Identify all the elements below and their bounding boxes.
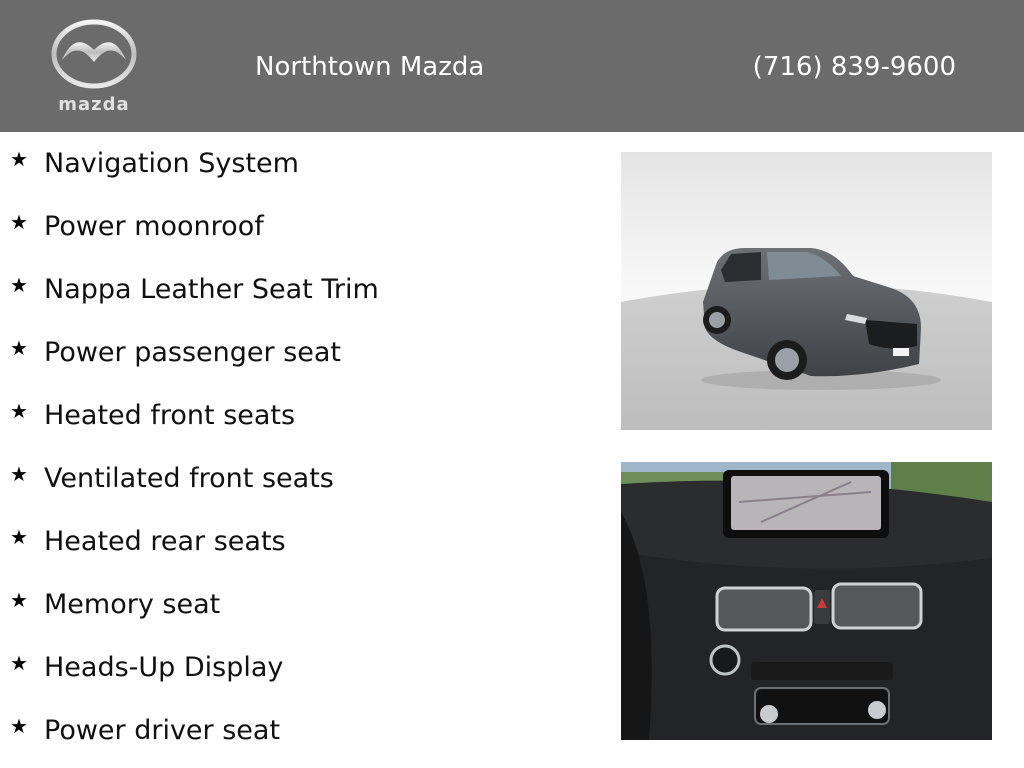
- interior-photo: [621, 462, 992, 740]
- feature-item: [0, 258, 600, 321]
- feature-label: Heads-Up Display: [44, 652, 284, 683]
- star-icon: ★: [10, 651, 28, 675]
- feature-label: Heated rear seats: [44, 526, 286, 557]
- feature-item: [0, 195, 600, 258]
- star-icon: ★: [10, 210, 28, 234]
- star-icon: ★: [10, 525, 28, 549]
- feature-list: [0, 132, 600, 762]
- feature-label: Navigation System: [44, 148, 299, 179]
- feature-item: [0, 699, 600, 762]
- dealer-phone[interactable]: (716) 839-9600: [752, 52, 956, 82]
- feature-label: Power driver seat: [44, 715, 281, 746]
- star-icon: ★: [10, 273, 28, 297]
- feature-label: Ventilated front seats: [44, 463, 334, 494]
- header-bar: [0, 0, 1024, 132]
- feature-label: Nappa Leather Seat Trim: [44, 274, 379, 305]
- star-icon: ★: [10, 462, 28, 486]
- feature-item: [0, 321, 600, 384]
- svg-text:mazda: mazda: [58, 94, 130, 115]
- feature-item: [0, 510, 600, 573]
- mazda-logo: [40, 16, 148, 116]
- feature-item: [0, 384, 600, 447]
- feature-item: [0, 132, 600, 195]
- feature-item: [0, 573, 600, 636]
- feature-label: Memory seat: [44, 589, 221, 620]
- star-icon: ★: [10, 336, 28, 360]
- star-icon: ★: [10, 714, 28, 738]
- feature-label: Power passenger seat: [44, 337, 341, 368]
- star-icon: ★: [10, 147, 28, 171]
- star-icon: ★: [10, 399, 28, 423]
- dealer-name: Northtown Mazda: [255, 52, 485, 82]
- feature-label: Power moonroof: [44, 211, 264, 242]
- feature-item: [0, 447, 600, 510]
- feature-label: Heated front seats: [44, 400, 296, 431]
- exterior-photo: [621, 152, 992, 430]
- star-icon: ★: [10, 588, 28, 612]
- feature-item: [0, 636, 600, 699]
